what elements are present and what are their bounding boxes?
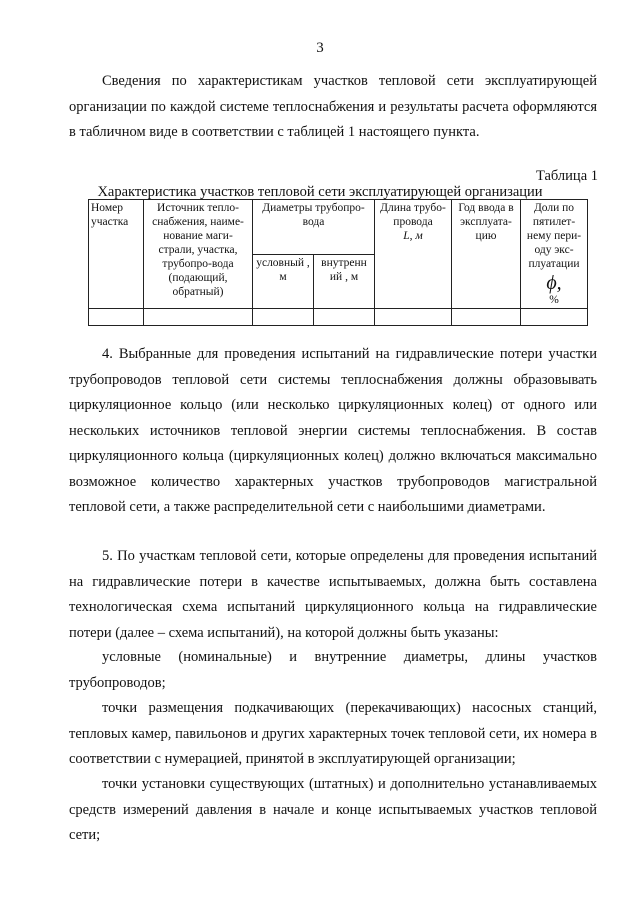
header-section-number: Номер участка [89, 200, 144, 309]
header-share-symbol: ϕ, [546, 272, 562, 294]
table-caption: Характеристика участков тепловой сети эксплуатирующей организации [97, 184, 543, 200]
characteristics-table [88, 199, 588, 326]
header-share-unit: % [549, 294, 559, 306]
item-4-paragraph: 4. Выбранные для проведения испытаний на гидравлические потери участки трубопроводов тепловой сети системы теплоснабжения должны образовывать циркуляционное кольцо (или несколько циркуляционных колец) от одного или нескольких источников тепловой энергии системы теплоснабжения. В состав циркуляционного кольца (циркуляционных колец) должно включаться максимально возможное количество характерных участков трубопроводов магистральной тепловой сети, а также распределительной сети с наибольшими диаметрами. [69, 346, 597, 515]
item-5-paragraph: 5. По участкам тепловой сети, которые определены для проведения испытаний на гидравлические потери в качестве испытываемых, должна быть составлена технологическая схема испытаний циркуляционного кольца на гидравлические потери (далее – схема испытаний), на которой должны быть указаны: [69, 548, 597, 641]
header-heat-source: Источник тепло-снабжения, наиме-нование маги-страли, участка, трубопро-вода (подающий, обратный) [144, 200, 253, 309]
header-share [521, 200, 588, 309]
page-number: 3 [316, 40, 324, 56]
header-length [375, 200, 452, 309]
header-inner-diameter: внутренн ий , м [314, 254, 375, 309]
intro-paragraph: Сведения по характеристикам участков тепловой сети эксплуатирующей организации по каждой системе теплоснабжения и результаты расчета оформляются в табличном виде в соответствии с таблицей 1 настоящего пункта. [69, 73, 597, 140]
list-item-measurement-points: точки установки существующих (штатных) и дополнительно устанавливаемых средств измерений давления в начале и конце испытываемых участков тепловой сети; [69, 776, 597, 843]
header-year: Год ввода в эксплуата-цию [452, 200, 521, 309]
header-share-text: Доли по пятилет-нему пери-оду экс-плуатации [526, 202, 582, 270]
header-length-text: Длина трубо-провода [380, 202, 446, 228]
header-length-unit: L, м [403, 230, 423, 242]
header-nominal-diameter: условный , м [253, 254, 314, 309]
list-item-pump-stations: точки размещения подкачивающих (перекачивающих) насосных станций, тепловых камер, павильонов и других характерных точек тепловой сети, их номера в соответствии с нумерацией, принятой в эксплуатирующей организации; [69, 700, 597, 767]
table-label: Таблица 1 [535, 168, 598, 184]
header-diameters: Диаметры трубопро-вода [253, 200, 375, 255]
table-row [89, 309, 588, 326]
list-item-diameters: условные (номинальные) и внутренние диаметры, длины участков трубопроводов; [69, 649, 597, 691]
